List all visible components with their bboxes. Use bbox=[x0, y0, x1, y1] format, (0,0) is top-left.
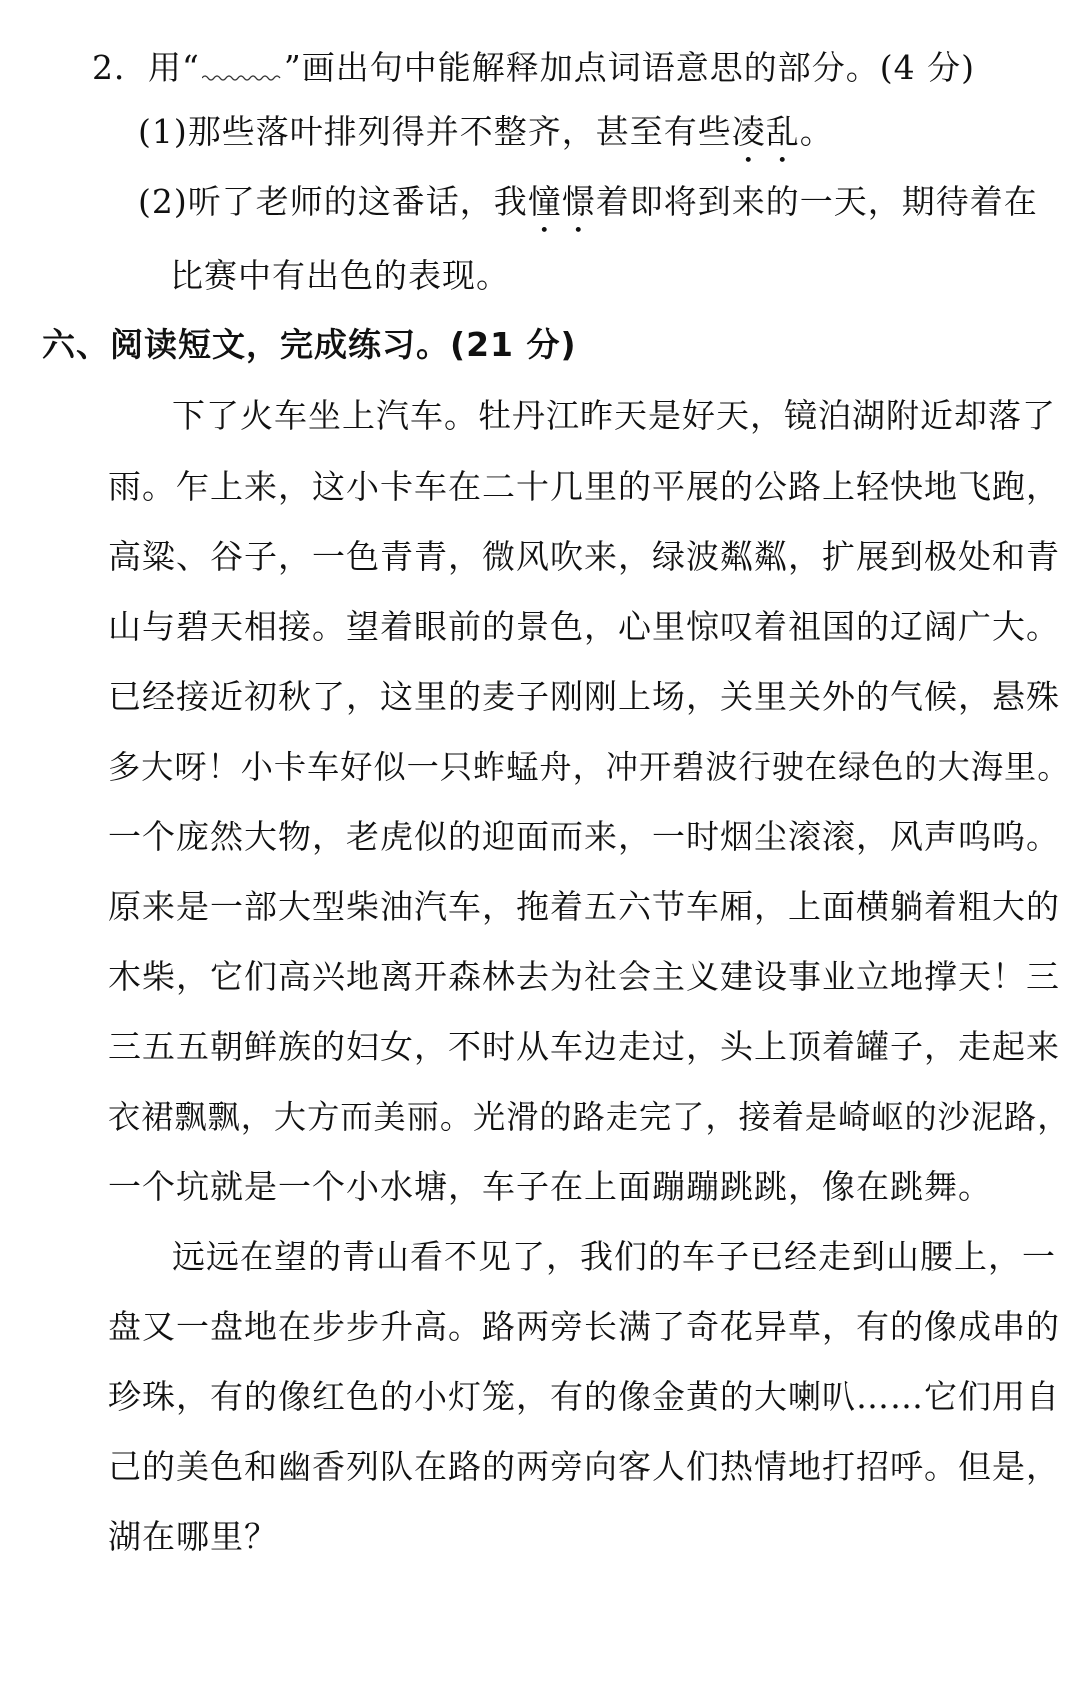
question-2-item-1 bbox=[138, 112, 834, 171]
item-2-text-after: 着即将到来的一天，期待着在 bbox=[595, 182, 1038, 221]
passage-line: 己的美色和幽香列队在路的两旁向客人们热情地打招呼。但是， bbox=[108, 1447, 1060, 1486]
passage-line: 远远在望的青山看不见了，我们的车子已经走到山腰上，一 bbox=[172, 1237, 1056, 1276]
wavy-underline-sample bbox=[200, 48, 284, 88]
passage-line: 珍珠，有的像红色的小灯笼，有的像金黄的大喇叭……它们用自 bbox=[108, 1377, 1060, 1416]
question-2-prefix: 2．用“ bbox=[92, 48, 200, 87]
passage-line: 山与碧天相接。望着眼前的景色，心里惊叹着祖国的辽阔广大。 bbox=[108, 607, 1060, 646]
passage-line: 盘又一盘地在步步升高。路两旁长满了奇花异草，有的像成串的 bbox=[108, 1307, 1060, 1346]
passage-line: 雨。乍上来，这小卡车在二十几里的平展的公路上轻快地飞跑， bbox=[108, 467, 1060, 506]
question-2-item-2 bbox=[138, 182, 1038, 241]
passage-line: 原来是一部大型柴油汽车，拖着五六节车厢，上面横躺着粗大的 bbox=[108, 887, 1060, 926]
question-2-prompt bbox=[92, 48, 975, 88]
passage-line: 三五五朝鲜族的妇女，不时从车边走过，头上顶着罐子，走起来 bbox=[108, 1027, 1060, 1066]
question-2-item-2-continued: 比赛中有出色的表现。 bbox=[170, 256, 510, 295]
question-2-suffix: ”画出句中能解释加点词语意思的部分。(4 分) bbox=[283, 48, 975, 87]
passage-line: 多大呀！小卡车好似一只蚱蜢舟，冲开碧波行驶在绿色的大海里。 bbox=[108, 748, 1071, 786]
item-1-dotted-word: 凌乱 bbox=[731, 112, 800, 151]
passage-line: 衣裙飘飘，大方而美丽。光滑的路走完了，接着是崎岖的沙泥路， bbox=[108, 1098, 1071, 1136]
section-6-heading: 六、阅读短文，完成练习。(21 分) bbox=[42, 325, 577, 364]
passage-line: 下了火车坐上汽车。牡丹江昨天是好天，镜泊湖附近却落了 bbox=[172, 396, 1056, 435]
item-1-text: (1)那些落叶排列得并不整齐，甚至有些 bbox=[138, 112, 732, 151]
passage-line: 湖在哪里？ bbox=[108, 1517, 278, 1556]
passage-line: 高粱、谷子，一色青青，微风吹来，绿波粼粼，扩展到极处和青 bbox=[108, 537, 1060, 576]
passage-line: 木柴，它们高兴地离开森林去为社会主义建设事业立地撑天！三 bbox=[108, 957, 1060, 996]
passage-line: 一个庞然大物，老虎似的迎面而来，一时烟尘滚滚，风声呜呜。 bbox=[108, 817, 1060, 856]
item-1-end: 。 bbox=[799, 112, 834, 151]
item-2-text: (2)听了老师的这番话，我 bbox=[138, 182, 528, 221]
passage-line: 已经接近初秋了，这里的麦子刚刚上场，关里关外的气候，悬殊 bbox=[108, 677, 1060, 716]
passage-line: 一个坑就是一个小水塘，车子在上面蹦蹦跳跳，像在跳舞。 bbox=[108, 1167, 992, 1206]
item-2-dotted-word: 憧憬 bbox=[527, 182, 596, 221]
